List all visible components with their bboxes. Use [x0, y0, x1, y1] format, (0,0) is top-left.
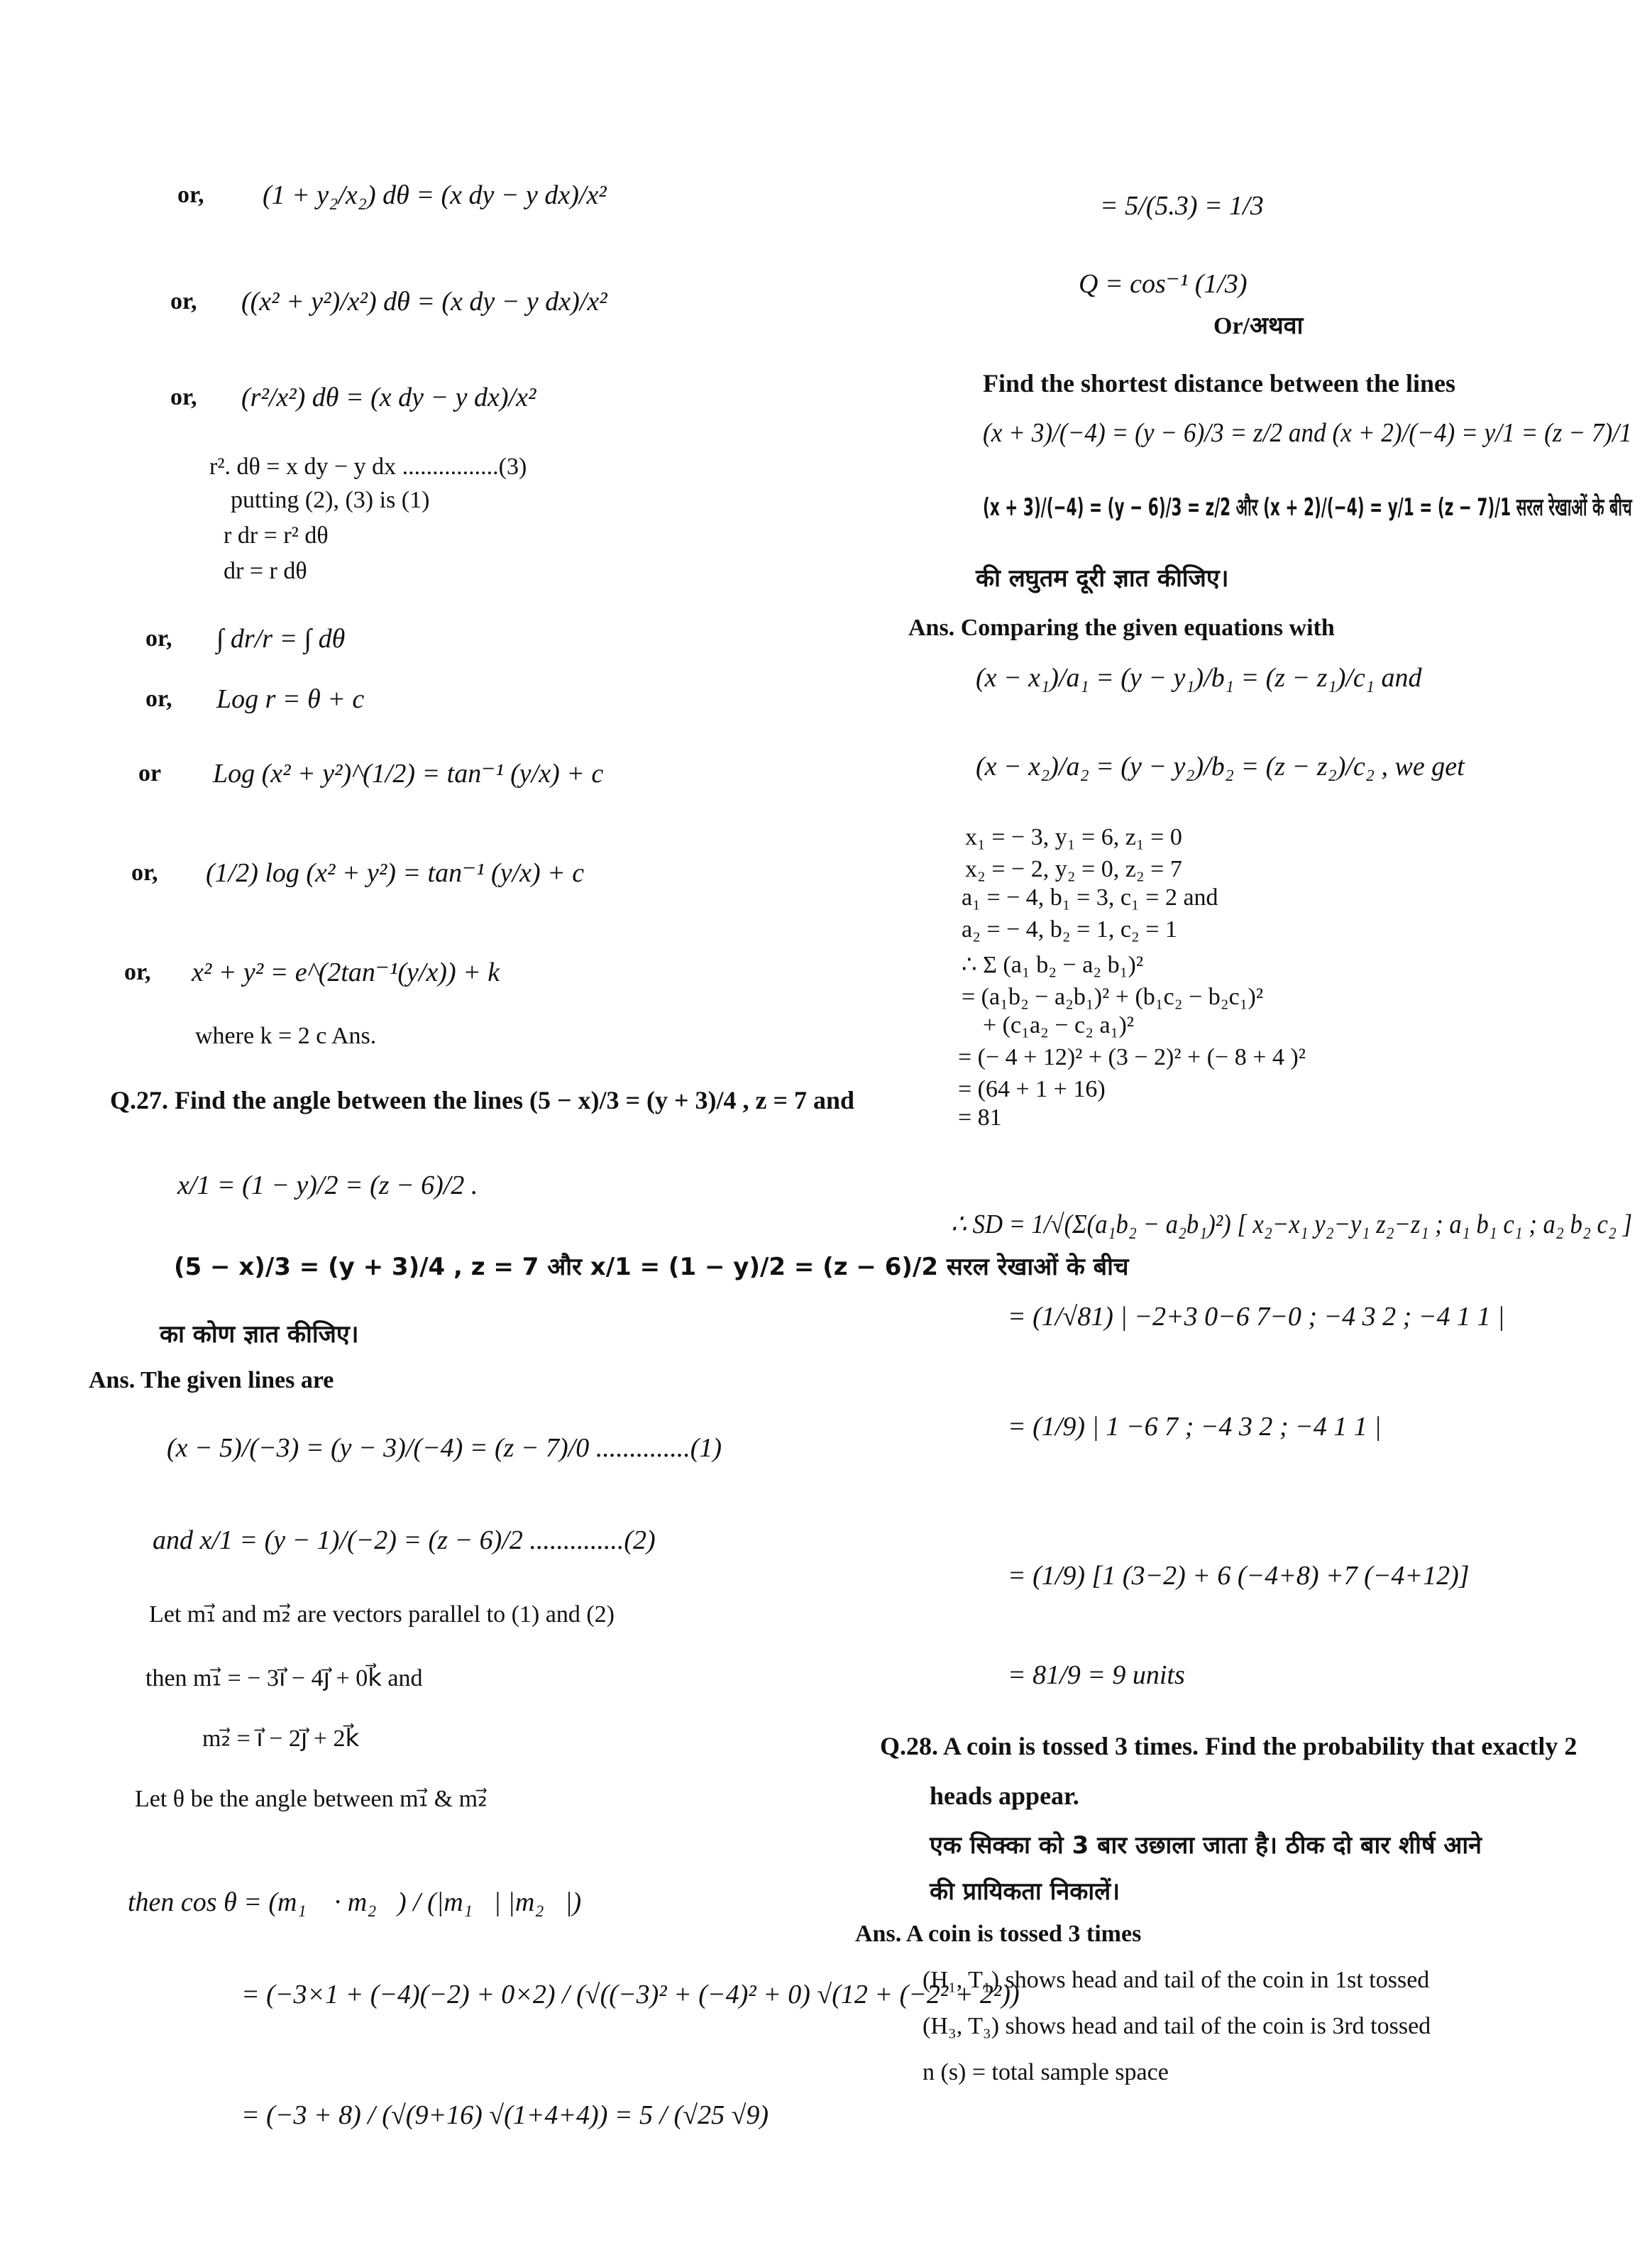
left-line-24: का कोण ज्ञात कीजिए। [160, 1320, 359, 1349]
right-line-21: = (1/√81) | −2+3 0−6 7−0 ; −4 3 2 ; −4 1 1 | [1008, 1302, 1505, 1332]
right-line-9: (x − x₂)/a₂ = (y − y₂)/b₂ = (z − z₂)/c₂ , we get [976, 752, 1465, 781]
right-line-15: = (a₁b₂ − a₂b₁)² + (b₁c₂ − b₂c₁)² [962, 984, 1264, 1010]
left-line-28: Let m₁⃗ and m₂⃗ are vectors parallel to (1) and (2) [149, 1601, 615, 1628]
left-line-18: or, [124, 959, 151, 985]
left-line-21: Q.27. Find the angle between the lines (5 − x)/3 = (y + 3)/4 , z = 7 and [110, 1086, 855, 1114]
left-line-20: where k = 2 c Ans. [195, 1023, 377, 1049]
left-line-34: = (−3 + 8) / (√(9+16) √(1+4+4)) = 5 / (√25 √9) [241, 2100, 769, 2130]
right-line-4: (x + 3)/(−4) = (y − 6)/3 = z/2 and (x + 2)/(−4) = y/1 = (z − 7)/1 [983, 418, 1632, 448]
left-line-23: (5 − x)/3 = (y + 3)/4 , z = 7 और x/1 = (1 − y)/2 = (z − 6)/2 सरल रेखाओं के बीच [174, 1253, 1129, 1281]
left-line-14: or [138, 760, 162, 786]
right-line-11: x₂ = − 2, y₂ = 0, z₂ = 7 [965, 856, 1182, 882]
left-line-33: = (−3×1 + (−4)(−2) + 0×2) / (√((−3)² + (−4)² + 0) √(12 + (−2² + 2²)) [241, 1980, 1020, 2009]
left-line-32: then cos θ = (m₁⃗ · m₂⃗) / (|m₁⃗| |m₂⃗|) [128, 1887, 582, 1917]
right-line-12: a₁ = − 4, b₁ = 3, c₁ = 2 and [962, 884, 1218, 911]
left-line-17: (1/2) log (x² + y²) = tan⁻¹ (y/x) + c [206, 858, 585, 888]
right-line-8: (x − x₁)/a₁ = (y − y₁)/b₁ = (z − z₁)/c₁ and [976, 663, 1422, 693]
right-line-16: + (c₁a₂ − c₂ a₁)² [983, 1012, 1134, 1038]
right-line-30: (H₁, T₁) shows head and tail of the coin in 1st tossed [923, 1967, 1430, 1993]
left-line-9: dr = r dθ [224, 558, 307, 584]
right-line-26: heads appear. [930, 1782, 1079, 1810]
right-line-14: ∴ Σ (a₁ b₂ − a₂ b₁)² [962, 952, 1144, 978]
right-line-7: Ans. Comparing the given equations with [908, 615, 1335, 641]
right-line-28: की प्रायिकता निकालें। [930, 1877, 1120, 1906]
left-line-0: or, [177, 182, 204, 208]
right-line-27: एक सिक्का को 3 बार उछाला जाता है। ठीक दो बार शीर्ष आने [930, 1831, 1482, 1860]
right-line-22: = (1/9) | 1 −6 7 ; −4 3 2 ; −4 1 1 | [1008, 1412, 1382, 1442]
right-line-0: = 5/(5.3) = 1/3 [1100, 191, 1264, 221]
right-line-2: Or/अथवा [1213, 313, 1304, 339]
right-line-3: Find the shortest distance between the lines [983, 369, 1455, 397]
left-line-8: r dr = r² dθ [224, 522, 329, 549]
left-line-5: (r²/x²) dθ = (x dy − y dx)/x² [241, 383, 536, 412]
right-line-31: (H₃, T₃) shows head and tail of the coin is 3rd tossed [923, 2013, 1431, 2039]
right-line-29: Ans. A coin is tossed 3 times [855, 1921, 1142, 1947]
left-line-11: ∫ dr/r = ∫ dθ [216, 624, 346, 654]
right-line-6: की लघुतम दूरी ज्ञात कीजिए। [976, 564, 1229, 593]
left-line-29: then m₁⃗ = − 3i⃗ − 4j⃗ + 0k⃗ and [145, 1665, 423, 1691]
left-line-26: (x − 5)/(−3) = (y − 3)/(−4) = (z − 7)/0 ..............(1) [167, 1433, 722, 1463]
left-line-16: or, [131, 860, 158, 886]
right-line-19: = 81 [958, 1104, 1002, 1131]
right-line-23: = (1/9) [1 (3−2) + 6 (−4+8) +7 (−4+12)] [1008, 1561, 1470, 1591]
left-line-4: or, [170, 384, 197, 410]
right-line-20: ∴ SD = 1/√(Σ(a₁b₂ − a₂b₁)²) [ x₂−x₁ y₂−y₁ z₂−z₁ ; a₁ b₁ c₁ ; a₂ b₂ c₂ ] [951, 1209, 1633, 1239]
left-line-25: Ans. The given lines are [89, 1367, 334, 1393]
left-line-12: or, [145, 686, 172, 712]
left-line-27: and x/1 = (y − 1)/(−2) = (z − 6)/2 ..............(2) [153, 1525, 656, 1555]
right-line-13: a₂ = − 4, b₂ = 1, c₂ = 1 [962, 916, 1177, 943]
left-line-13: Log r = θ + c [216, 684, 365, 714]
right-line-10: x₁ = − 3, y₁ = 6, z₁ = 0 [965, 824, 1182, 850]
left-line-22: x/1 = (1 − y)/2 = (z − 6)/2 . [177, 1170, 478, 1200]
left-line-3: ((x² + y²)/x²) dθ = (x dy − y dx)/x² [241, 287, 607, 317]
right-line-24: = 81/9 = 9 units [1008, 1660, 1185, 1690]
left-line-19: x² + y² = e^(2tan⁻¹(y/x)) + k [192, 958, 500, 987]
left-line-7: putting (2), (3) is (1) [231, 487, 430, 513]
right-line-5: (x + 3)/(−4) = (y − 6)/3 = z/2 और (x + 2)/(−4) = y/1 = (z − 7)/1 सरल रेखाओं के बीच [983, 493, 1632, 522]
right-line-1: Q = cos⁻¹ (1/3) [1079, 269, 1248, 299]
right-line-18: = (64 + 1 + 16) [958, 1076, 1106, 1102]
left-line-30: m₂⃗ = i⃗ − 2j⃗ + 2k⃗ [202, 1726, 360, 1752]
left-line-6: r². dθ = x dy − y dx ................(3) [209, 454, 527, 480]
right-line-32: n (s) = total sample space [923, 2059, 1169, 2085]
left-line-10: or, [145, 625, 172, 652]
left-line-31: Let θ be the angle between m₁⃗ & m₂⃗ [135, 1786, 488, 1812]
left-line-2: or, [170, 288, 197, 314]
left-line-1: (1 + y₂/x₂) dθ = (x dy − y dx)/x² [263, 180, 607, 210]
right-line-25: Q.28. A coin is tossed 3 times. Find the probability that exactly 2 [880, 1732, 1577, 1760]
left-line-15: Log (x² + y²)^(1/2) = tan⁻¹ (y/x) + c [213, 759, 604, 789]
right-line-17: = (− 4 + 12)² + (3 − 2)² + (− 8 + 4 )² [958, 1044, 1306, 1070]
